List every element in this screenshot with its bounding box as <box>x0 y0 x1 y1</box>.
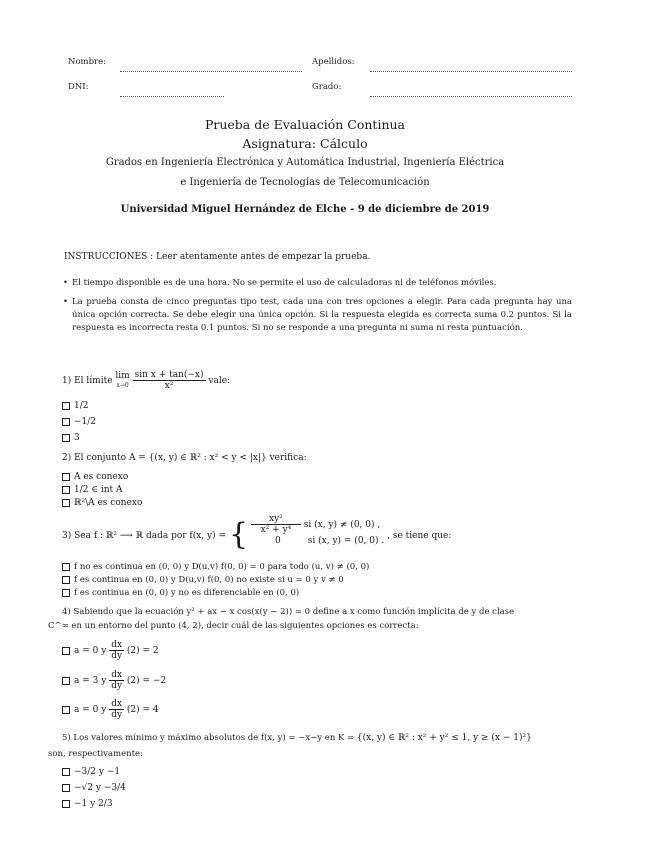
q5-option-2[interactable]: −√2 y −3/4 <box>62 783 126 793</box>
instructions-heading: INSTRUCCIONES <box>64 252 148 262</box>
question-5-line1: 5) Los valores mínimo y máximo absolutos de f(x, y) = −x−y en K = {(x, y) ∈ ℝ² : x² + y² ≤ 1, y ≥ (x − 1)²} <box>62 733 532 743</box>
degrees-line2: e Ingeniería de Tecnologías de Telecomunicación <box>180 177 430 188</box>
dni-field[interactable] <box>120 82 224 101</box>
question-2: 2) El conjunto A = {(x, y) ∈ ℝ² : x² < y < |x|} verifica: <box>62 453 307 463</box>
apellidos-field[interactable] <box>370 57 572 76</box>
checkbox[interactable] <box>62 486 70 494</box>
q2-option-3[interactable]: ℝ²\A es conexo <box>62 498 142 508</box>
apellidos-label: Apellidos: <box>312 57 355 67</box>
dni-label: DNI: <box>68 82 89 92</box>
question-4-line1: 4) Sabiendo que la ecuación y² + ax − x cos(x(y − 2)) = 0 define a x como función implícita de y de clase <box>62 607 515 617</box>
question-1: 1) El límite lim x→0 $\frac{\text{sin x + tan(−x)}}{\text{x²}}$ vale: <box>62 370 231 391</box>
q1-option-3[interactable]: 3 <box>62 433 80 443</box>
q5-option-1[interactable]: −3/2 y −1 <box>62 767 120 777</box>
q1-option-1[interactable]: 1/2 <box>62 401 88 411</box>
nombre-label: Nombre: <box>68 57 107 67</box>
checkbox[interactable] <box>62 589 70 597</box>
nombre-field[interactable] <box>120 57 302 76</box>
q3-option-3[interactable]: f es continua en (0, 0) y no es diferenciable en (0, 0) <box>62 588 299 598</box>
checkbox[interactable] <box>62 434 70 442</box>
q1-option-2[interactable]: −1/2 <box>62 417 96 427</box>
q4-option-3[interactable]: a = 0 y $\frac{dx}{dy}$ (2) = 4 <box>62 699 159 720</box>
checkbox[interactable] <box>62 418 70 426</box>
checkbox[interactable] <box>62 576 70 584</box>
question-3: 3) Sea f : ℝ² ⟶ ℝ dada por f(x, y) = { $\frac{\text{xy²}}{\text{x² + y⁴}}$ si (x, y) ≠ (0, 0) , 0 si (x, y) = (0, 0) . , se tiene que: <box>62 514 452 552</box>
checkbox[interactable] <box>62 768 70 776</box>
grado-label: Grado: <box>312 82 342 92</box>
subject-title: Asignatura: Cálculo <box>242 136 368 151</box>
exam-title: Prueba de Evaluación Continua <box>204 117 406 132</box>
checkbox[interactable] <box>62 784 70 792</box>
checkbox[interactable] <box>62 473 70 481</box>
grado-field[interactable] <box>370 82 572 101</box>
checkbox[interactable] <box>62 563 70 571</box>
instructions-bullet-1: • El tiempo disponible es de una hora. No se permite el uso de calculadoras ni de teléfonos móviles. <box>63 278 497 288</box>
q3-option-2[interactable]: f es continua en (0, 0) y D(u,v) f(0, 0) no existe si u = 0 y v ≠ 0 <box>62 575 344 585</box>
instructions-bullet-2: • La prueba consta de cinco preguntas tipo test, cada una con tres opciones a elegir. Para cada pregunta hay una única opción correcta. Se debe elegir una única opción. Si la respuesta elegida es correcta suma 0.2 puntos. Si la respuesta es incorrecta resta 0.1 puntos. Si no se responde a una pregunta ni suma ni resta puntuación. <box>63 297 572 333</box>
q3-option-1[interactable]: f no es continua en (0, 0) y D(u,v) f(0, 0) = 0 para todo (u, v) ≠ (0, 0) <box>62 562 369 572</box>
q5-option-3[interactable]: −1 y 2/3 <box>62 799 113 809</box>
q4-option-2[interactable]: a = 3 y $\frac{dx}{dy}$ (2) = −2 <box>62 670 166 691</box>
question-4-line2: C^∞ en un entorno del punto (4, 2), decir cuál de las siguientes opciones es correcta: <box>48 621 419 631</box>
q2-option-1[interactable]: A es conexo <box>62 472 128 482</box>
q2-option-2[interactable]: 1/2 ∈ int A <box>62 485 123 495</box>
degrees-line1: Grados en Ingeniería Electrónica y Automática Industrial, Ingeniería Eléctrica <box>105 157 505 168</box>
instructions-line <box>64 252 370 262</box>
checkbox[interactable] <box>62 800 70 808</box>
checkbox[interactable] <box>62 706 70 714</box>
checkbox[interactable] <box>62 677 70 685</box>
university-date: Universidad Miguel Hernández de Elche - 9 de diciembre de 2019 <box>120 204 490 215</box>
checkbox[interactable] <box>62 402 70 410</box>
checkbox[interactable] <box>62 647 70 655</box>
q4-option-1[interactable]: a = 0 y $\frac{dx}{dy}$ (2) = 2 <box>62 640 159 661</box>
question-5-line2: son, respectivamente: <box>48 749 143 759</box>
instructions-lead: : Leer atentamente antes de empezar la prueba. <box>150 252 371 262</box>
checkbox[interactable] <box>62 499 70 507</box>
